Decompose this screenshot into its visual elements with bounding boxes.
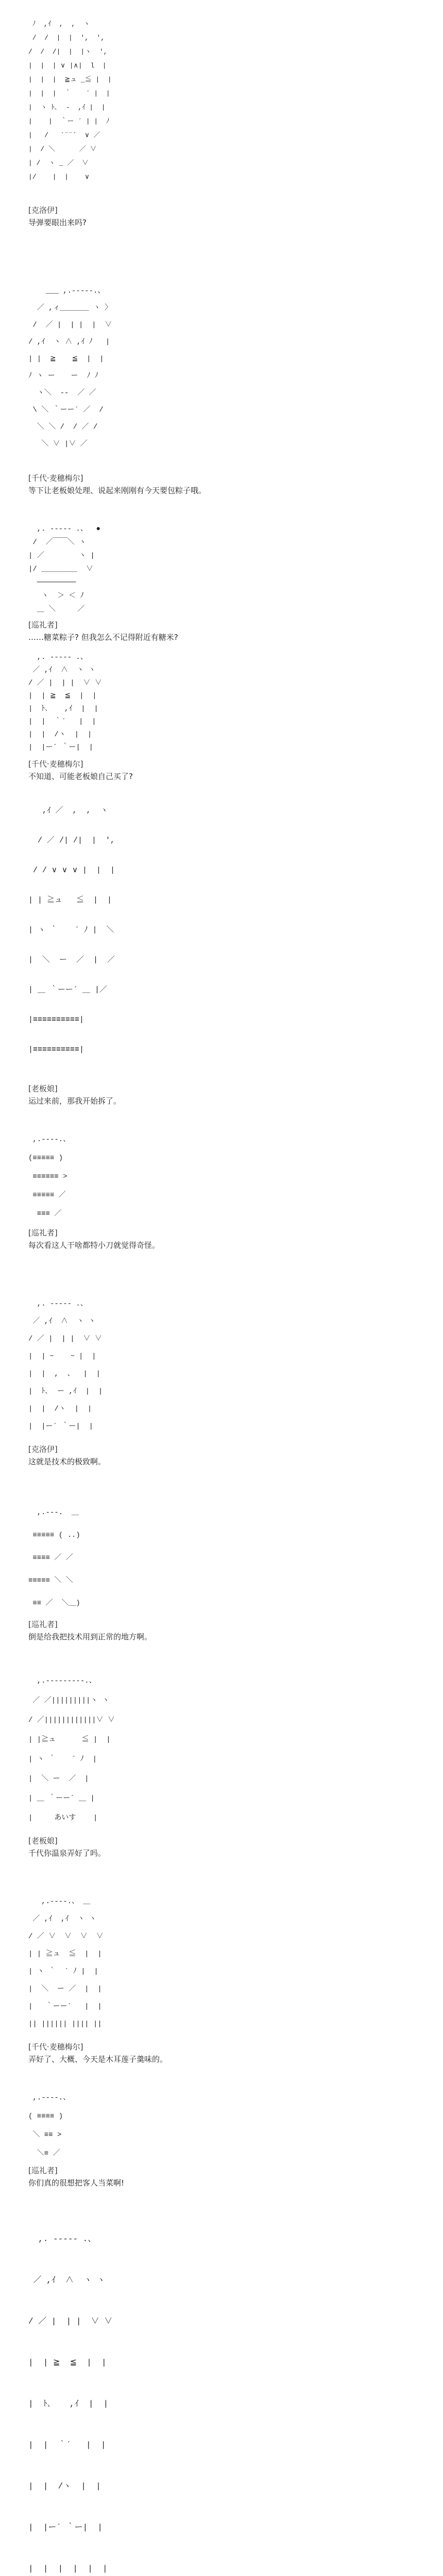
dialogue-line: 千代你温泉弄好了吗。 xyxy=(28,1849,106,1858)
speaker-name: [巡礼者] xyxy=(28,1620,58,1629)
ascii-art-panel xyxy=(28,2210,440,2576)
ascii-art-panel xyxy=(28,1886,440,2035)
dialogue-line: 运过来前，那我开始拆了。 xyxy=(28,1096,122,1106)
dialogue-line: 导弹要眼出来吗? xyxy=(28,218,87,227)
speaker-name: [千代·麦穗梅尔] xyxy=(28,473,83,483)
ascii-art-panel xyxy=(28,10,440,198)
dialogue-line: 倒是给我把技术用到正常的地方啊。 xyxy=(28,1632,152,1641)
ascii-art-panel xyxy=(28,1123,440,1221)
ascii-art: ,.-‐‐‐‐‐‐‐-.、 ／ ／|||||||||ヽ ヽ / ／||||||||||||∨ ∨ | |≧ュ ≦ | | | ヽ ｀ ´ ﾉ | | ＼ ー ／ | | ＿ ｀ーー´ ＿ | | あいす | xyxy=(28,1677,115,1822)
ascii-art: ﾉ ,ｲ , , ヽ / / | | ', ', / / /| | |ヽ ', | | | ∨ |∧| l | | | | ≧ュ _≦ | | | | | ｀ ´ | | | ヽ ﾄ､ - ,ｲ | | | | ｀ー ´ | | ﾉ | / `¨¨´ ∨ ／ | / ＼ ／ ∨ | / ヽ _ ／ ∨ |/ | | ∨ xyxy=(28,20,112,181)
ascii-art: ,.-‐‐‐.、 ＿ ／ ,ｲ ,ｲ ヽ ヽ / ／ ∨ ∨ ∨ ∨ | | ≧ュ ≦ | | | ヽ ｀ ´ ﾉ | | | ＼ ー ／ | | | ｀ーー´ | | || |||||| |||| || xyxy=(28,1897,104,2028)
ascii-art: ,. ‐‐‐‐‐ .、 ／ ,ｲ ∧ ヽ ヽ / ／ | | | ∨ ∨ | | ｰ ｰ | | | | , 、 | | | ﾄ､ ー ,ｲ | | | | /ヽ | | | |ー´ ｀ー| | xyxy=(28,1300,103,1431)
ascii-art: ,.-‐‐‐.、 ( ≡≡≡≡ ) ＼ ≡≡ > ＼≡ ／ xyxy=(28,2094,71,2158)
speaker-name: [克洛伊] xyxy=(28,1445,58,1454)
ascii-art-panel xyxy=(28,1494,440,1613)
ascii-art: ,.-‐‐. ＿ ≡≡≡≡≡ ( ..) ≡≡≡≡ ／ ／ ≡≡≡≡≡ ＼ ＼ ≡≡ ／ ＼＿) xyxy=(28,1509,80,1607)
ascii-art: ___ ,.-‐‐‐‐.、 ／ ,ィ＿＿＿＿ ヽ 〉 / ／ | | | | ∨ / ,ｲ ヽ ∧ ,ｲ ﾉ | | | ≧ ≦ | | ﾉ ヽ ー ー ﾉ ﾉ ヽ＼ ‐‐ ／ ／ \ ＼ ｀ーー´ ／ / ＼ ＼ / / ／ / ＼ ∨ |∨ ／ xyxy=(28,287,112,448)
ascii-art-panel xyxy=(28,644,440,752)
speaker-name: [千代·麦穗梅尔] xyxy=(28,759,83,769)
ascii-art-panel xyxy=(28,1664,440,1829)
ascii-art: ,. -‐‐‐‐ .、 ● / ／￣￣＼ ヽ | ／ ヽ | |/ ＿＿＿＿＿ ∨ ───────── ヽ ＞ ＜ ﾉ ＿ ＼ ／ xyxy=(28,525,101,614)
speaker-name: [巡礼者] xyxy=(28,2166,58,2175)
speaker-name: [巡礼者] xyxy=(28,1228,58,1238)
speaker-name: [老板娘] xyxy=(28,1084,58,1093)
dialogue-line: 不知道、可能老板娘自己买了? xyxy=(28,772,133,781)
ascii-art-panel xyxy=(28,1288,440,1437)
ascii-art: ,ｲ ／ , , ヽ / ／ /| /| | ', / / ∨ ∨ ∨ | | | | | ≧ュ ≦ | | | ヽ ｀ ´ ﾉ | ＼ | ＼ ー ／ | ／ | ＿ ｀ーー´ ＿ |／ |≡≡≡≡≡≡≡≡≡≡| |≡≡≡≡≡≡≡≡≡≡| xyxy=(28,806,115,1054)
speaker-name: [巡礼者] xyxy=(28,620,58,630)
dialogue-line: 这就是技术的极致啊。 xyxy=(28,1457,106,1466)
ascii-art: ,. ‐‐‐‐‐ .、 ／ ,ｲ ∧ ヽ ヽ / ／ | | | ∨ ∨ | | ≧ ≦ | | | ﾄ､ ,ｲ | | | | ｀´ | | | | /ヽ | | | |ー´ ｀ー| | | | | | | | xyxy=(28,2234,113,2573)
dialogue-line: 你们真的很想把客人当菜啊! xyxy=(28,2178,125,2188)
dialogue-line: 弄好了、大概、今天是木耳莲子羹味的。 xyxy=(28,2055,168,2064)
dialogue-line: ……糖菜粽子? 但我怎么不记得附近有糖米? xyxy=(28,633,178,642)
ascii-art-panel xyxy=(28,515,440,613)
dialogue-line: 等下让老板娘处理、说起来刚刚有今天要包粽子哦。 xyxy=(28,486,207,495)
ascii-art: ,.-‐‐‐.、 (≡≡≡≡≡ ) ≡≡≡≡≡≡ > ≡≡≡≡≡ ／ ≡≡≡ ／ xyxy=(28,1136,71,1218)
speaker-name: [老板娘] xyxy=(28,1836,58,1845)
ascii-art-panel xyxy=(28,276,440,466)
ascii-art: ,. ‐‐‐‐‐ .、 ／ ,ｲ ∧ ヽ ヽ / ／ | | | ∨ ∨ | | ≧ ≦ | | | ﾄ､ ,ｲ | | | | ｀´ | | | | /ヽ | | | |ー´ ｀ー| | xyxy=(28,653,102,752)
speaker-name: [克洛伊] xyxy=(28,206,58,215)
ascii-art-panel xyxy=(28,788,440,1077)
ascii-art-panel xyxy=(28,2081,440,2159)
speaker-name: [千代·麦穗梅尔] xyxy=(28,2042,83,2052)
dialogue-line: 每次看这人干啥都特小刀就觉得奇怪。 xyxy=(28,1241,160,1250)
